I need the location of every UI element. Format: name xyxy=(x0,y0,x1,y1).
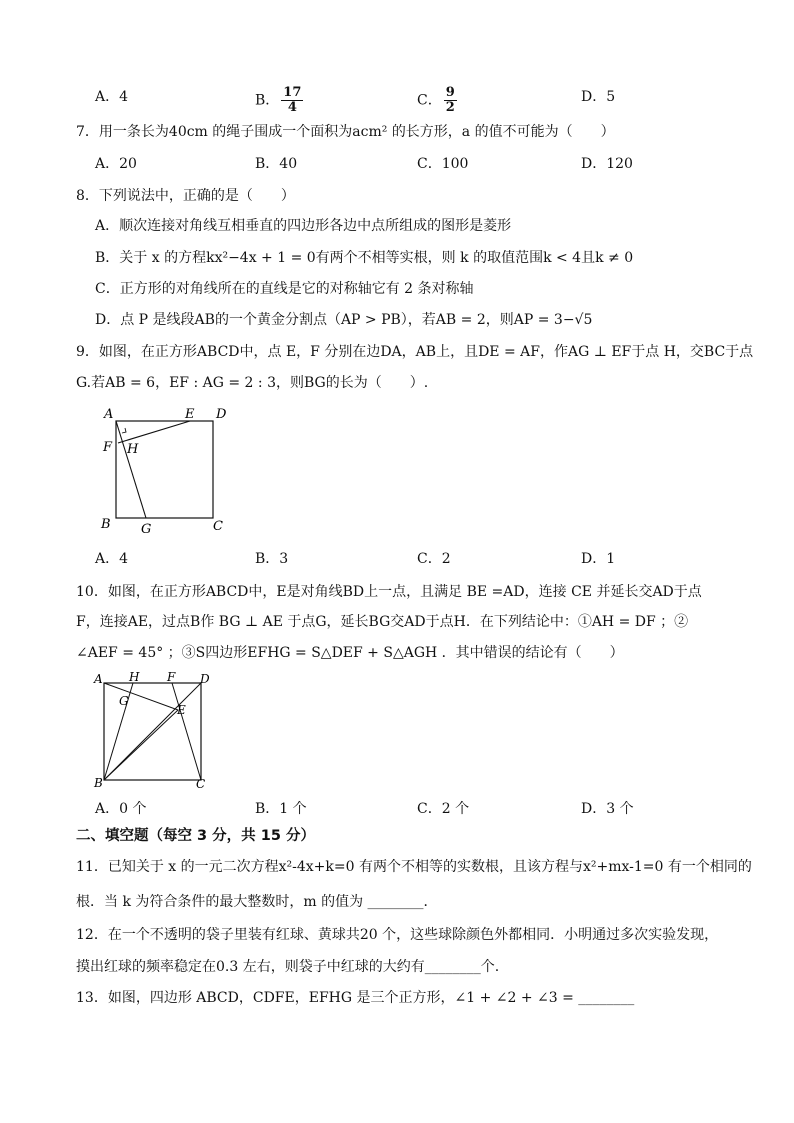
section-fill-in-blank-heading: 二、填空题（每空 3 分，共 15 分） xyxy=(76,828,315,844)
q12-stem-line2: 摸出红球的频率稳定在0.3 左右，则袋子中红球的大约有________个. xyxy=(76,959,500,975)
q10-label-f: F xyxy=(167,670,176,684)
q8-option-d[interactable]: D．点 P 是线段AB的一个黄金分割点（AP > PB），若AB = 2，则AP = 3−√5 xyxy=(95,312,593,328)
q9-segment-ef xyxy=(118,421,190,443)
q10-label-h: H xyxy=(129,670,140,684)
q9-label-d: D xyxy=(216,407,227,422)
q6-option-b-fraction xyxy=(281,86,303,115)
q10-options xyxy=(95,798,775,820)
q9-option-b[interactable]: B．3 xyxy=(255,551,289,567)
q6-option-c[interactable] xyxy=(417,86,457,115)
fraction-numerator: 17 xyxy=(283,85,302,100)
q11-stem-line1: 11．已知关于 x 的一元二次方程x²-4x+k=0 有两个不相等的实数根，且该方程与x²+mx-1=0 有一个相同的 xyxy=(76,859,752,875)
q10-option-a[interactable]: A．0 个 xyxy=(95,801,147,817)
q10-figure xyxy=(90,670,220,794)
q7-options xyxy=(95,153,775,175)
q6-option-b-prefix: B． xyxy=(255,92,280,109)
q10-label-b: B xyxy=(94,776,103,790)
q9-label-f: F xyxy=(103,440,113,455)
q10-segment-ae xyxy=(104,683,178,710)
q8-stem: 8．下列说法中，正确的是（ ） xyxy=(76,188,295,204)
q7-option-a[interactable]: A．20 xyxy=(95,156,137,172)
q9-options xyxy=(95,548,775,570)
q7-stem: 7．用一条长为40cm 的绳子围成一个面积为acm² 的长方形，a 的值不可能为（ ） xyxy=(76,124,615,140)
q10-label-a: A xyxy=(94,672,103,686)
q10-label-d: D xyxy=(200,672,210,686)
q9-figure xyxy=(96,400,236,538)
q8-option-c[interactable]: C．正方形的对角线所在的直线是它的对称轴它有 2 条对称轴 xyxy=(95,281,474,297)
q6-option-a[interactable]: A．4 xyxy=(95,89,129,105)
q9-option-d[interactable]: D．1 xyxy=(581,551,616,567)
q11-stem-line2: 根．当 k 为符合条件的最大整数时，m 的值为 ________． xyxy=(76,894,438,910)
q9-label-e: E xyxy=(185,407,195,422)
q6-option-b[interactable] xyxy=(255,86,303,115)
q6-option-c-prefix: C． xyxy=(417,92,442,109)
q8-option-b[interactable]: B．关于 x 的方程kx²−4x + 1 = 0有两个不相等实根，则 k 的取值范围k < 4且k ≠ 0 xyxy=(95,250,634,266)
q10-segment-be xyxy=(104,710,178,780)
q6-options xyxy=(95,85,775,115)
q7-option-c[interactable]: C．100 xyxy=(417,156,469,172)
fraction-denominator: 2 xyxy=(445,100,455,115)
q10-label-c: C xyxy=(196,777,206,791)
fraction-denominator: 4 xyxy=(287,100,297,115)
q7-option-d[interactable]: D．120 xyxy=(581,156,633,172)
q9-label-c: C xyxy=(213,519,223,534)
fraction-numerator: 9 xyxy=(445,85,455,100)
q9-label-a: A xyxy=(104,407,114,422)
q12-stem-line1: 12．在一个不透明的袋子里装有红球、黄球共20 个，这些球除颜色外都相同．小明通过多次实验发现， xyxy=(76,927,719,943)
q6-option-d[interactable]: D．5 xyxy=(581,89,616,105)
q10-option-b[interactable]: B．1 个 xyxy=(255,801,307,817)
q9-label-g: G xyxy=(141,522,152,537)
q9-right-angle-mark xyxy=(122,428,126,433)
q9-stem-line2: G.若AB = 6，EF : AG = 2 : 3，则BG的长为（ ）. xyxy=(76,375,429,391)
q10-label-e: E xyxy=(177,703,186,717)
q6-option-c-fraction xyxy=(444,86,457,115)
q10-label-g: G xyxy=(119,694,129,708)
q10-option-c[interactable]: C．2 个 xyxy=(417,801,470,817)
q9-option-a[interactable]: A．4 xyxy=(95,551,129,567)
q9-option-c[interactable]: C．2 xyxy=(417,551,451,567)
q10-stem-line3: ∠AEF = 45° ；③S四边形EFHG = S△DEF + S△AGH ．其中错误的结论有（ ） xyxy=(76,645,624,661)
q10-stem-line2: F，连接AE，过点B作 BG ⊥ AE 于点G，延长BG交AD于点H．在下列结论中：①AH = DF ；② xyxy=(76,614,689,630)
q8-option-a[interactable]: A．顺次连接对角线互相垂直的四边形各边中点所组成的图形是菱形 xyxy=(95,218,512,234)
q9-stem-line1: 9．如图，在正方形ABCD中，点 E，F 分别在边DA，AB上，且DE = AF，作AG ⊥ EF于点 H，交BC于点 xyxy=(76,344,754,360)
q13-stem-line1: 13．如图，四边形 ABCD，CDFE，EFHG 是三个正方形，∠1 + ∠2 + ∠3 = ________ xyxy=(76,990,635,1006)
q10-stem-line1: 10．如图，在正方形ABCD中，E是对角线BD上一点，且满足 BE =AD，连接 CE 并延长交AD于点 xyxy=(76,584,702,600)
q10-option-d[interactable]: D．3 个 xyxy=(581,801,634,817)
q7-option-b[interactable]: B．40 xyxy=(255,156,298,172)
q9-label-h: H xyxy=(127,442,139,457)
q9-label-b: B xyxy=(101,517,111,532)
